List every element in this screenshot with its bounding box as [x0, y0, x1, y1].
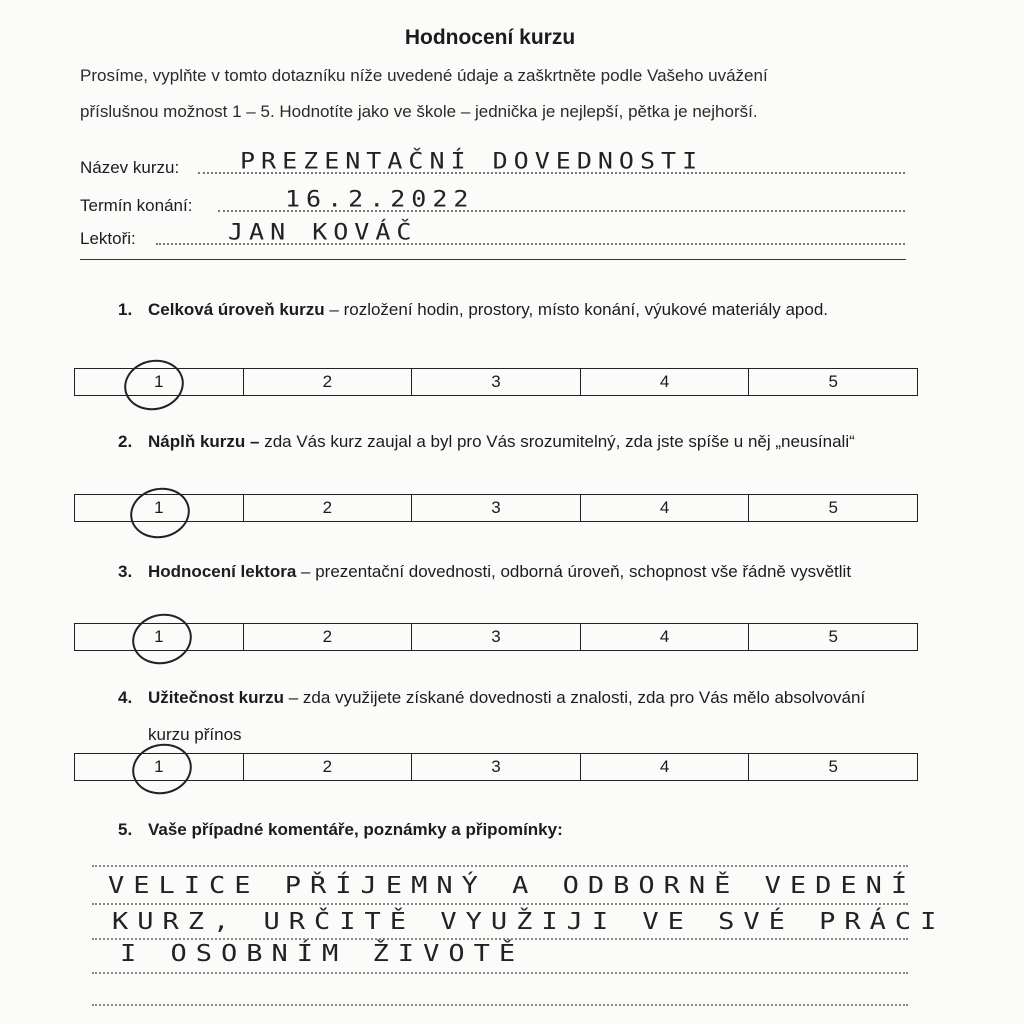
question-text: [148, 679, 908, 753]
question-description: – prezentační dovednosti, odborná úroveň, schopnost vše řádně vysvětlit: [296, 562, 852, 581]
rating-scale-1: [74, 368, 918, 396]
comment-text-line-2[interactable]: KURZ, URČITĚ VYUŽIJI VE SVÉ PRÁCI: [112, 908, 946, 935]
rating-scale-4: [74, 753, 918, 781]
rating-scale-2: [74, 494, 918, 522]
comment-text-line-3[interactable]: I OSOBNÍM ŽIVOTĚ: [120, 940, 525, 967]
selected-answer-circle: [127, 608, 196, 669]
question-number: 2.: [118, 432, 133, 451]
rating-option-2[interactable]: 2: [243, 624, 412, 650]
rating-option-2[interactable]: 2: [243, 369, 412, 395]
course-name-label: Název kurzu:: [80, 158, 180, 177]
lecturers-field[interactable]: [80, 218, 905, 251]
rating-option-4[interactable]: 4: [580, 624, 749, 650]
question-title: Hodnocení lektora: [148, 562, 297, 581]
rating-option-5[interactable]: 5: [748, 495, 917, 521]
course-name-value: PREZENTAČNÍ DOVEDNOSTI: [240, 147, 704, 174]
comment-dotted-line: [92, 903, 908, 905]
selected-answer-circle: [125, 482, 194, 543]
comment-text-line-1[interactable]: VELICE PŘÍJEMNÝ A ODBORNĚ VEDENÍ: [108, 872, 917, 899]
selected-answer-circle: [119, 354, 188, 415]
rating-option-3[interactable]: 3: [411, 369, 580, 395]
question-text: [148, 291, 908, 328]
question-text: [148, 423, 908, 460]
intro-text-line-2: příslušnou možnost 1 – 5. Hodnotíte jako ve škole – jednička je nejlepší, pětka je nejhorší.: [80, 102, 758, 121]
comment-dotted-line: [92, 972, 908, 974]
question-title: Celková úroveň kurzu: [148, 300, 325, 319]
rating-option-1[interactable]: 1: [154, 757, 164, 776]
rating-option-2[interactable]: 2: [243, 754, 412, 780]
course-date-label: Termín konání:: [80, 196, 193, 215]
question-description: – rozložení hodin, prostory, místo konání, výukové materiály apod.: [324, 300, 828, 319]
question-title: Užitečnost kurzu: [148, 688, 285, 707]
rating-option-5[interactable]: 5: [748, 624, 917, 650]
course-date-field[interactable]: [80, 185, 905, 218]
question-title: Náplň kurzu –: [148, 432, 260, 451]
rating-option-5[interactable]: 5: [748, 754, 917, 780]
rating-option-2[interactable]: 2: [243, 495, 412, 521]
rating-option-1[interactable]: 1: [154, 498, 164, 517]
question-description: zda Vás kurz zaujal a byl pro Vás srozumitelný, zda jste spíše u něj „neusínali“: [259, 432, 855, 451]
question-description: – zda využijete získané dovednosti a znalosti, zda pro Vás mělo absolvování kurzu přínos: [148, 688, 866, 744]
rating-option-3[interactable]: 3: [411, 624, 580, 650]
question-number: 1.: [118, 300, 133, 319]
question-text: [148, 553, 908, 590]
rating-option-4[interactable]: 4: [580, 754, 749, 780]
intro-text-line-1: Prosíme, vyplňte v tomto dotazníku níže uvedené údaje a zaškrtněte podle Vašeho uvážení: [80, 66, 768, 85]
course-name-field[interactable]: [80, 147, 905, 180]
header-divider: [80, 259, 906, 260]
rating-option-1[interactable]: 1: [154, 627, 164, 646]
question-number: 3.: [118, 562, 133, 581]
lecturers-value: JAN KOVÁČ: [228, 218, 418, 245]
rating-option-3[interactable]: 3: [411, 754, 580, 780]
rating-option-4[interactable]: 4: [580, 369, 749, 395]
question-number: 4.: [118, 688, 133, 707]
comments-title: Vaše případné komentáře, poznámky a připomínky:: [148, 820, 563, 839]
rating-option-3[interactable]: 3: [411, 495, 580, 521]
course-date-value: 16.2.2022: [285, 185, 475, 212]
question-number: 5.: [118, 820, 133, 839]
form-title: Hodnocení kurzu: [404, 26, 576, 49]
rating-scale-3: [74, 623, 918, 651]
rating-option-1[interactable]: 1: [154, 372, 164, 391]
comment-dotted-line: [92, 865, 908, 867]
lecturers-label: Lektoři:: [80, 229, 136, 248]
rating-option-4[interactable]: 4: [580, 495, 749, 521]
comment-dotted-line: [92, 1004, 908, 1006]
rating-option-5[interactable]: 5: [748, 369, 917, 395]
